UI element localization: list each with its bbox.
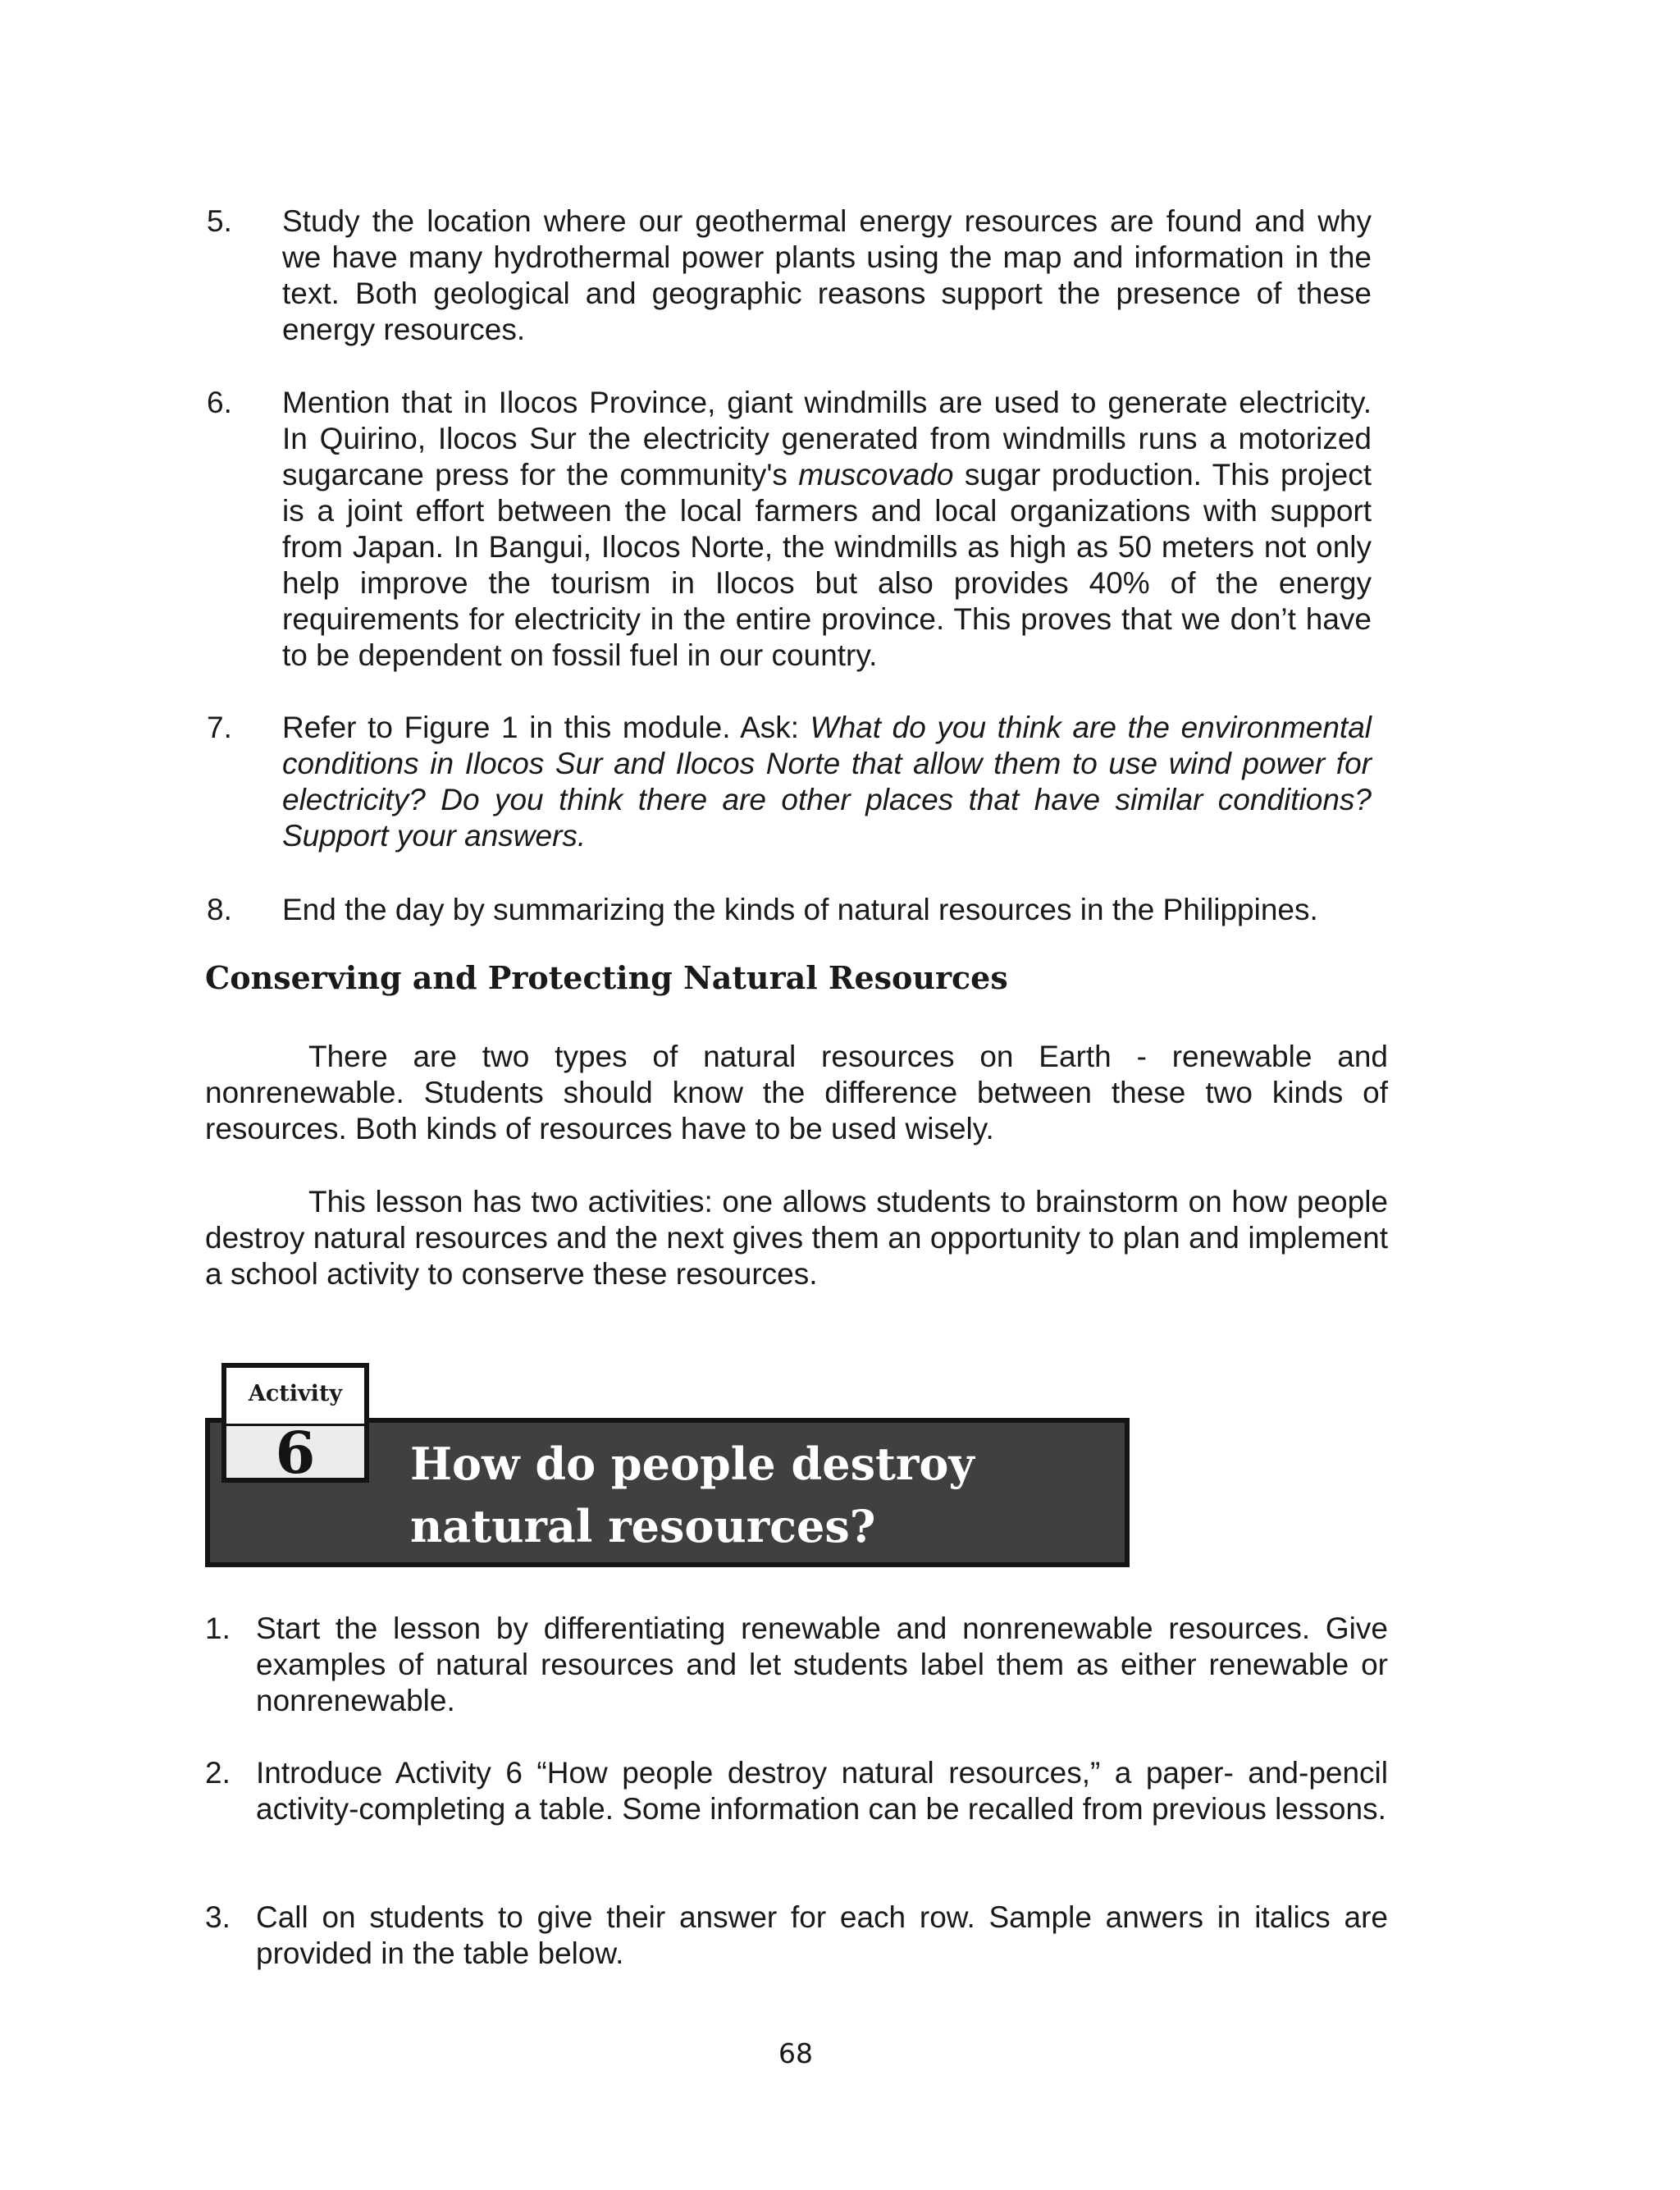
emphasis-text: muscovado <box>798 458 954 491</box>
list-item <box>207 892 1447 928</box>
item-text: Study the location where our geothermal energy resources are found and why we have many hydrothermal power plants using the map and information in the text. Both geological and geographic reasons support the presence of these energy resources. <box>282 204 1372 346</box>
activity-title <box>410 1433 1116 1557</box>
list-item <box>205 1611 1388 1719</box>
intro-paragraph: There are two types of natural resources on Earth - renewable and nonrenewable. Students should know the difference between these two kinds of resources. Both kinds of resources have to be used wisely. <box>205 1040 1388 1145</box>
item-text: Start the lesson by differentiating renewable and nonrenewable resources. Give examples of natural resources and let students label them as either renewable or nonrenewable. <box>256 1612 1388 1717</box>
item-text: Introduce Activity 6 “How people destroy natural resources,” a paper- and-pencil activity-completing a table. Some information can be recalled from previous lessons. <box>256 1756 1388 1826</box>
item-number: 6. <box>207 386 232 419</box>
item-text: Mention that in Ilocos Province, giant windmills are used to generate electricity. In Quirino, Ilocos Sur the electricity generated from windmills runs a motorized sugarcane press for the community's muscovado sugar production. This project is a joint effort between the local farmers and local organizations with support from Japan. In Bangui, Ilocos Norte, the windmills as high as 50 meters not only help improve the tourism in Ilocos but also provides 40% of the energy requirements for electricity in the entire province. This proves that we don’t have to be dependent on fossil fuel in our country. <box>282 386 1372 672</box>
activity-badge <box>221 1363 369 1487</box>
item-number: 8. <box>207 893 232 926</box>
list-item <box>207 203 1372 348</box>
list-item <box>205 1755 1388 1827</box>
activity-title-line: How do people destroy <box>410 1438 975 1490</box>
item-number: 3. <box>205 1900 231 1934</box>
item-number: 5. <box>207 204 232 238</box>
list-item <box>207 710 1372 854</box>
page-number: 68 <box>778 2037 813 2069</box>
list-item <box>207 385 1372 674</box>
item-number: 1. <box>205 1612 231 1645</box>
section-heading: Conserving and Protecting Natural Resources <box>205 959 1008 996</box>
item-text: Call on students to give their answer for each row. Sample anwers in italics are provided in the table below. <box>256 1900 1388 1970</box>
intro-paragraph: This lesson has two activities: one allows students to brainstorm on how people destroy natural resources and the next gives them an opportunity to plan and implement a school activity to conserve these resources. <box>205 1185 1388 1291</box>
item-text: Refer to Figure 1 in this module. Ask: What do you think are the environmental conditions in Ilocos Sur and Ilocos Norte that allow them to use wind power for electricity? Do you think there are other places that have similar conditions? Support your answers. <box>282 711 1372 853</box>
item-text: End the day by summarizing the kinds of natural resources in the Philippines. <box>282 893 1318 926</box>
activity-number: 6 <box>275 1419 316 1487</box>
emphasis-question: What do you think are the environmental conditions in Ilocos Sur and Ilocos Norte that allow them to use wind power for electricity? Do you think there are other places that have similar conditions? Support your answers. <box>282 711 1372 853</box>
activity-title-line: natural resources? <box>410 1500 876 1552</box>
activity-label: Activity <box>248 1381 343 1406</box>
item-number: 2. <box>205 1756 231 1790</box>
list-item <box>205 1900 1388 1972</box>
item-number: 7. <box>207 711 232 744</box>
